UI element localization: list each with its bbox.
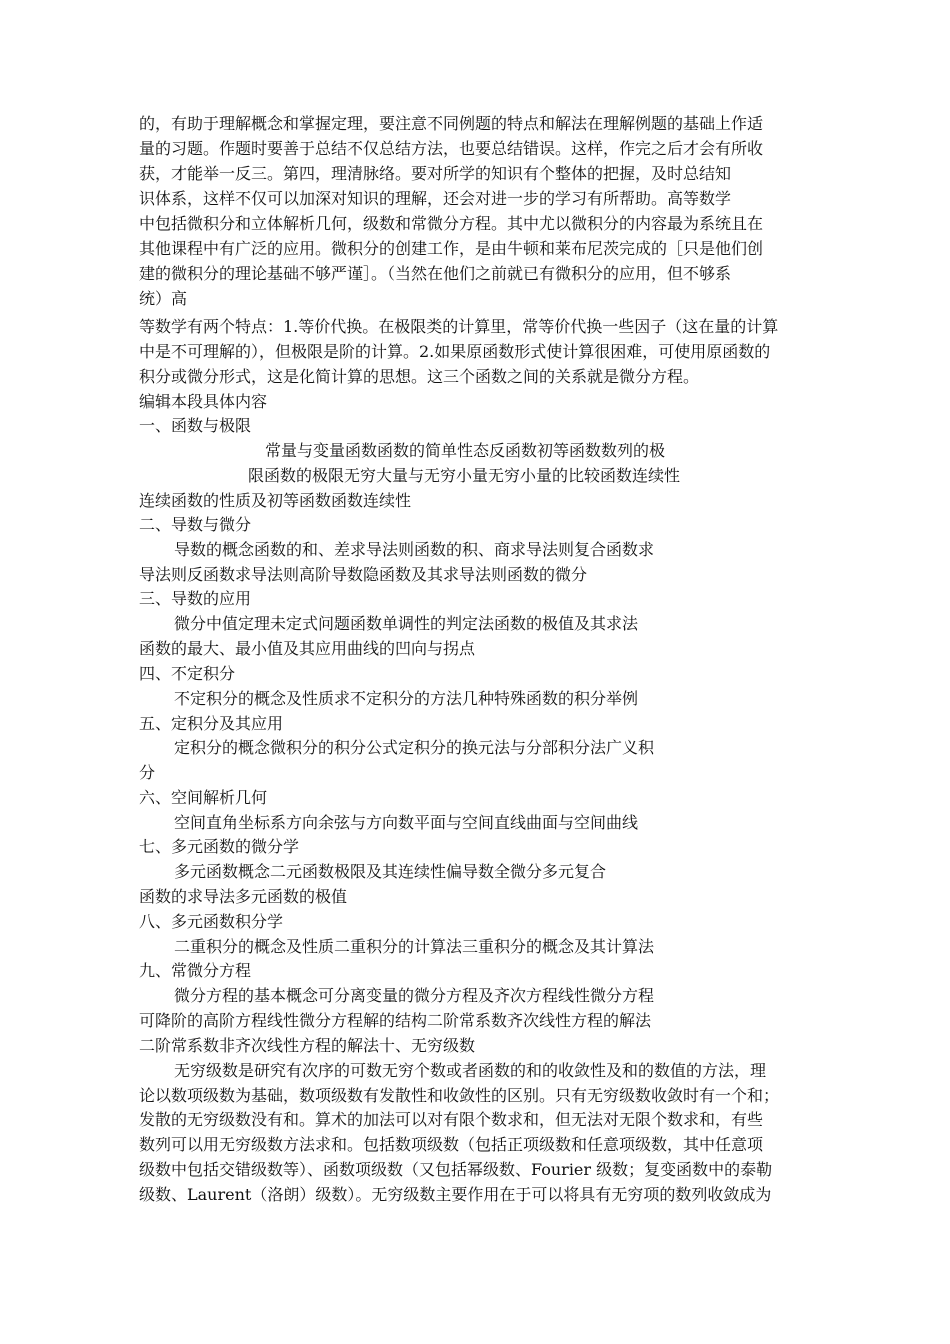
section-content-line: 可降阶的高阶方程线性微分方程解的结构二阶常系数齐次线性方程的解法 [139, 1011, 652, 1030]
section-content-line: 不定积分的概念及性质求不定积分的方法几种特殊函数的积分举例 [174, 689, 639, 708]
intro-line: 等数学有两个特点：1.等价代换。在极限类的计算里，常等价代换一些因子（这在量的计算 [139, 317, 779, 336]
section-heading: 四、不定积分 [139, 664, 236, 683]
section-heading: 三、导数的应用 [139, 589, 252, 608]
section-content-line: 定积分的概念微积分的积分公式定积分的换元法与分部积分法广义积 [174, 738, 655, 757]
section-content-line: 导数的概念函数的和、差求导法则函数的积、商求导法则复合函数求 [174, 540, 655, 559]
section-content-line: 空间直角坐标系方向余弦与方向数平面与空间直线曲面与空间曲线 [174, 813, 639, 832]
closing-line: 论以数项级数为基础，数项级数有发散性和收敛性的区别。只有无穷级数收敛时有一个和； [139, 1086, 780, 1105]
section-content-line: 分 [139, 763, 156, 782]
closing-line: 无穷级数是研究有次序的可数无穷个数或者函数的和的收敛性及和的数值的方法，理 [174, 1061, 767, 1080]
intro-line: 其他课程中有广泛的应用。微积分的创建工作，是由牛顿和莱布尼茨完成的［只是他们创 [139, 239, 764, 258]
section-heading: 二、导数与微分 [139, 515, 252, 534]
closing-line: 数列可以用无穷级数方法求和。包括数项级数（包括正项级数和任意项级数，其中任意项 [139, 1135, 764, 1154]
intro-line: 统）高 [139, 289, 188, 308]
intro-line: 积分或微分形式，这是化简计算的思想。这三个函数之间的关系就是微分方程。 [139, 367, 700, 386]
section-content-line: 函数的求导法多元函数的极值 [139, 887, 348, 906]
closing-line: 级数、Laurent（洛朗）级数）。无穷级数主要作用在于可以将具有无穷项的数列收敛成为 [139, 1185, 772, 1204]
section-content-line: 导法则反函数求导法则高阶导数隐函数及其求导法则函数的微分 [139, 565, 588, 584]
section-content-line: 函数的最大、最小值及其应用曲线的凹向与拐点 [139, 639, 476, 658]
closing-line: 级数中包括交错级数等）、函数项级数（又包括幂级数、Fourier 级数；复变函数中的泰勒 [139, 1160, 773, 1179]
section-content-line: 二重积分的概念及性质二重积分的计算法三重积分的概念及其计算法 [174, 937, 655, 956]
section-content-line: 微分方程的基本概念可分离变量的微分方程及齐次方程线性微分方程 [174, 986, 655, 1005]
intro-line: 识体系，这样不仅可以加深对知识的理解，还会对进一步的学习有所帮助。高等数学 [139, 189, 732, 208]
section-content-line: 连续函数的性质及初等函数函数连续性 [139, 491, 412, 510]
section-heading: 八、多元函数积分学 [139, 912, 284, 931]
section-label: 编辑本段具体内容 [139, 392, 268, 411]
section-content-line: 微分中值定理未定式问题函数单调性的判定法函数的极值及其求法 [174, 614, 639, 633]
section-content-line: 限函数的极限无穷大量与无穷小量无穷小量的比较函数连续性 [248, 466, 681, 485]
intro-line: 中是不可理解的），但极限是阶的计算。2.如果原函数形式使计算很困难，可使用原函数的 [139, 342, 771, 361]
closing-line: 发散的无穷级数没有和。算术的加法可以对有限个数求和，但无法对无限个数求和，有些 [139, 1110, 764, 1129]
intro-line: 中包括微积分和立体解析几何，级数和常微分方程。其中尤以微积分的内容最为系统且在 [139, 214, 764, 233]
intro-line: 量的习题。作题时要善于总结不仅总结方法，也要总结错误。这样，作完之后才会有所收 [139, 139, 764, 158]
section-content-line: 二阶常系数非齐次线性方程的解法十、无穷级数 [139, 1036, 476, 1055]
section-heading: 九、常微分方程 [139, 961, 252, 980]
section-heading: 一、函数与极限 [139, 416, 252, 435]
section-heading: 五、定积分及其应用 [139, 714, 284, 733]
intro-line: 获，才能举一反三。第四，理清脉络。要对所学的知识有个整体的把握，及时总结知 [139, 164, 732, 183]
intro-line: 的，有助于理解概念和掌握定理，要注意不同例题的特点和解法在理解例题的基础上作适 [139, 114, 764, 133]
section-heading: 六、空间解析几何 [139, 788, 268, 807]
section-heading: 七、多元函数的微分学 [139, 837, 300, 856]
section-content-line: 常量与变量函数函数的简单性态反函数初等函数数列的极 [265, 441, 666, 460]
intro-line: 建的微积分的理论基础不够严谨］。（当然在他们之前就已有微积分的应用，但不够系 [139, 264, 732, 283]
section-content-line: 多元函数概念二元函数极限及其连续性偏导数全微分多元复合 [174, 862, 607, 881]
